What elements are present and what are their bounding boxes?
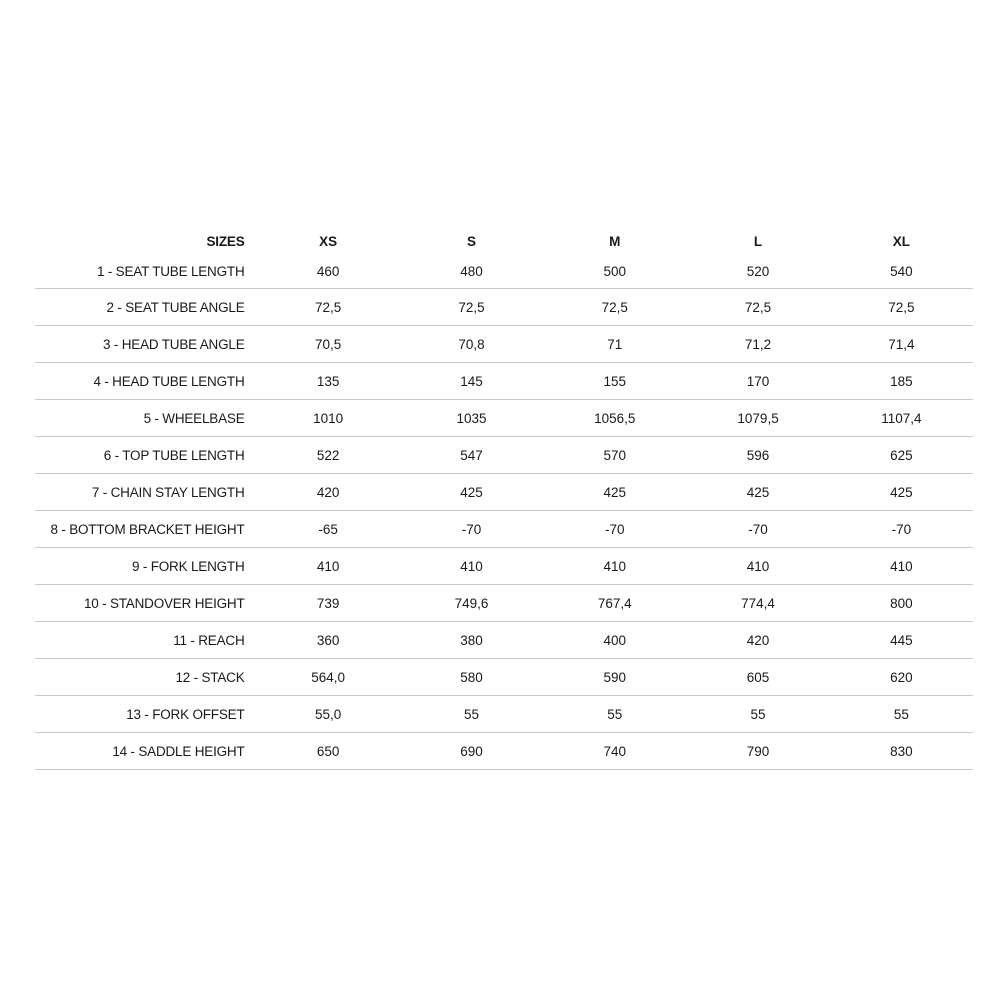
- row-values: [257, 522, 973, 537]
- table-cell: 55: [463, 706, 479, 722]
- row-values: [257, 707, 973, 722]
- row-label: 6 - TOP TUBE LENGTH: [103, 447, 245, 463]
- row-label: 14 - SADDLE HEIGHT: [112, 743, 245, 759]
- table-row: [35, 548, 973, 585]
- table-cell: 72,5: [601, 299, 628, 315]
- row-values: [257, 670, 973, 685]
- size-header-xs: XS: [319, 233, 338, 249]
- table-cell: 590: [603, 669, 627, 685]
- table-cell: 360: [316, 632, 340, 648]
- table-cell: 71: [607, 336, 623, 352]
- table-row: [35, 363, 973, 400]
- row-label: 2 - SEAT TUBE ANGLE: [106, 299, 245, 315]
- table-row: [35, 400, 973, 437]
- table-cell: 425: [746, 484, 770, 500]
- row-label: 1 - SEAT TUBE LENGTH: [96, 264, 245, 279]
- table-cell: 410: [890, 558, 913, 574]
- row-values: [257, 411, 973, 426]
- table-cell: -70: [461, 521, 482, 537]
- row-label: 5 - WHEELBASE: [143, 410, 245, 426]
- table-cell: 540: [890, 264, 913, 279]
- sizes-header-label: SIZES: [206, 233, 245, 249]
- table-cell: 570: [603, 447, 627, 463]
- table-cell: 620: [890, 669, 913, 685]
- table-row: [35, 437, 973, 474]
- table-cell: 55: [750, 706, 766, 722]
- table-cell: 790: [746, 743, 770, 759]
- table-cell: 460: [316, 264, 340, 279]
- table-cell: 410: [460, 558, 483, 574]
- row-values: [257, 337, 973, 352]
- row-label: 13 - FORK OFFSET: [126, 706, 245, 722]
- table-cell: 70,8: [458, 336, 485, 352]
- table-cell: 739: [316, 595, 340, 611]
- row-label: 11 - REACH: [173, 632, 245, 648]
- geometry-table: [35, 227, 973, 770]
- table-cell: 135: [316, 373, 340, 389]
- table-cell: 749,6: [454, 595, 489, 611]
- table-cell: 145: [460, 373, 483, 389]
- table-header-row: [35, 227, 973, 255]
- table-cell: 800: [890, 595, 913, 611]
- table-row: [35, 289, 973, 326]
- size-header-xl: XL: [892, 233, 910, 249]
- table-cell: 55: [893, 706, 909, 722]
- table-cell: 72,5: [888, 299, 915, 315]
- table-cell: 72,5: [458, 299, 485, 315]
- table-row: [35, 511, 973, 548]
- table-cell: 71,2: [744, 336, 772, 352]
- row-values: [257, 596, 973, 611]
- row-values: [257, 264, 973, 279]
- row-label: 7 - CHAIN STAY LENGTH: [91, 484, 245, 500]
- table-row: [35, 622, 973, 659]
- table-cell: 55,0: [315, 706, 342, 722]
- table-cell: 72,5: [315, 299, 342, 315]
- table-cell: 767,4: [597, 595, 632, 611]
- table-cell: 72,5: [744, 299, 772, 315]
- table-cell: 500: [603, 264, 627, 279]
- table-cell: 420: [316, 484, 340, 500]
- table-row: [35, 659, 973, 696]
- row-label: 3 - HEAD TUBE ANGLE: [103, 336, 245, 352]
- table-cell: 564,0: [311, 669, 346, 685]
- row-values: [257, 485, 973, 500]
- row-values: [257, 448, 973, 463]
- table-cell: 774,4: [741, 595, 775, 611]
- table-cell: 400: [603, 632, 627, 648]
- table-cell: 740: [603, 743, 627, 759]
- table-cell: 690: [460, 743, 483, 759]
- row-label: 4 - HEAD TUBE LENGTH: [93, 373, 245, 389]
- table-cell: 650: [316, 743, 340, 759]
- table-cell: 445: [890, 632, 913, 648]
- table-row: [35, 585, 973, 622]
- table-row: [35, 733, 973, 770]
- table-row: [35, 474, 973, 511]
- table-cell: 71,4: [888, 336, 915, 352]
- table-cell: -70: [891, 521, 912, 537]
- table-cell: 580: [460, 669, 483, 685]
- table-cell: 1107,4: [881, 410, 922, 426]
- size-header-m: M: [609, 233, 621, 249]
- row-label: 12 - STACK: [175, 669, 245, 685]
- table-body: [35, 255, 973, 770]
- table-cell: 1010: [313, 410, 344, 426]
- table-row: [35, 696, 973, 733]
- table-cell: 1079,5: [737, 410, 779, 426]
- row-values: [257, 744, 973, 759]
- table-cell: -70: [748, 521, 768, 537]
- table-row: [35, 326, 973, 363]
- table-cell: 170: [746, 373, 770, 389]
- table-cell: 1056,5: [594, 410, 636, 426]
- table-cell: 522: [316, 447, 340, 463]
- table-row: [35, 255, 973, 289]
- table-cell: 70,5: [315, 336, 342, 352]
- table-cell: 480: [460, 264, 483, 279]
- table-cell: 410: [316, 558, 340, 574]
- row-values: [257, 300, 973, 315]
- table-cell: 596: [746, 447, 770, 463]
- table-cell: 547: [460, 447, 483, 463]
- table-cell: 625: [890, 447, 913, 463]
- table-cell: 425: [460, 484, 483, 500]
- row-values: [257, 374, 973, 389]
- row-values: [257, 559, 973, 574]
- table-cell: -65: [318, 521, 338, 537]
- size-columns: [257, 234, 973, 249]
- row-label: 9 - FORK LENGTH: [132, 558, 245, 574]
- table-cell: 830: [890, 743, 913, 759]
- table-cell: 55: [607, 706, 623, 722]
- row-label: 10 - STANDOVER HEIGHT: [83, 595, 245, 611]
- row-label: 8 - BOTTOM BRACKET HEIGHT: [50, 521, 245, 537]
- table-cell: 185: [890, 373, 913, 389]
- row-values: [257, 633, 973, 648]
- size-header-s: S: [466, 233, 476, 249]
- table-cell: 380: [460, 632, 483, 648]
- table-cell: 410: [746, 558, 770, 574]
- table-cell: 425: [603, 484, 627, 500]
- table-cell: 155: [603, 373, 627, 389]
- table-cell: 410: [603, 558, 627, 574]
- table-cell: 605: [746, 669, 770, 685]
- table-cell: 520: [746, 264, 770, 279]
- table-cell: 420: [746, 632, 770, 648]
- table-cell: 1035: [456, 410, 487, 426]
- table-cell: -70: [605, 521, 625, 537]
- size-header-l: L: [753, 233, 763, 249]
- table-cell: 425: [890, 484, 913, 500]
